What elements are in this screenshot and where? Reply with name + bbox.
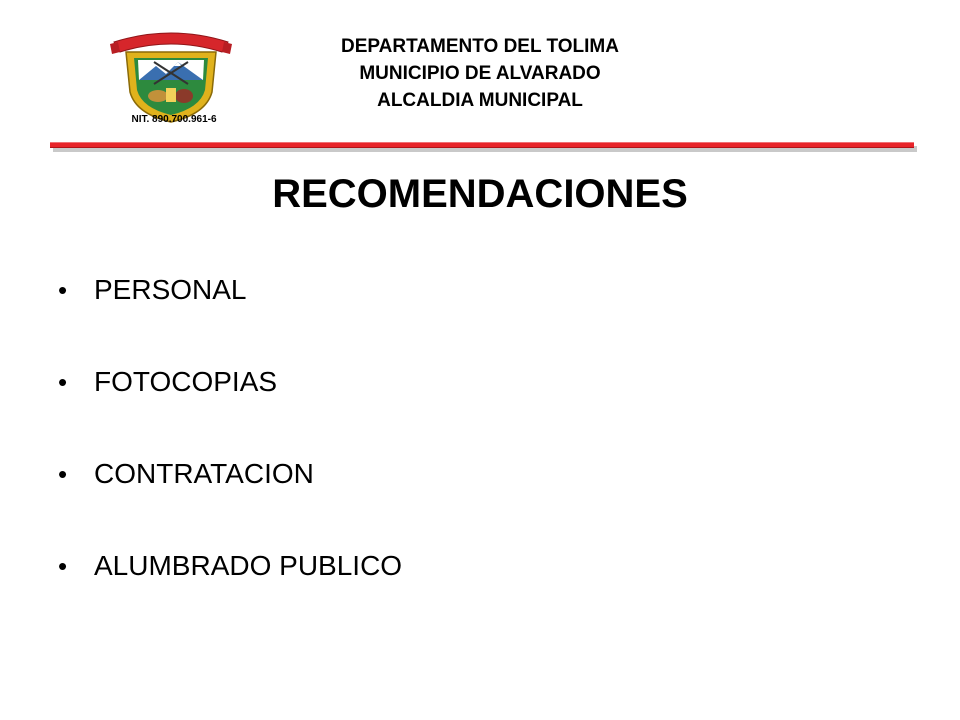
list-item (58, 360, 402, 452)
header-office: ALCALDIA MUNICIPAL (377, 90, 583, 111)
list-item-label: CONTRATACION (94, 458, 314, 489)
list-item-label: ALUMBRADO PUBLICO (94, 550, 403, 581)
red-divider (50, 141, 916, 153)
header-municipality: MUNICIPIO DE ALVARADO (359, 63, 601, 84)
list-item (58, 268, 402, 360)
list-item (58, 452, 402, 544)
divider-band (50, 142, 914, 148)
bullet-icon: • (58, 459, 68, 489)
list-item (58, 544, 402, 636)
bullet-icon: • (58, 275, 68, 305)
nit-number: NIT. 890.700.961-6 (131, 114, 217, 125)
bullet-icon: • (58, 551, 68, 581)
institution-header (270, 33, 690, 114)
bullet-icon: • (58, 367, 68, 397)
list-item-label: PERSONAL (94, 274, 247, 305)
recommendations-list (58, 268, 402, 636)
list-item-label: FOTOCOPIAS (94, 366, 278, 397)
header-department: DEPARTAMENTO DEL TOLIMA (341, 36, 619, 57)
slide-title: RECOMENDACIONES (272, 172, 688, 216)
